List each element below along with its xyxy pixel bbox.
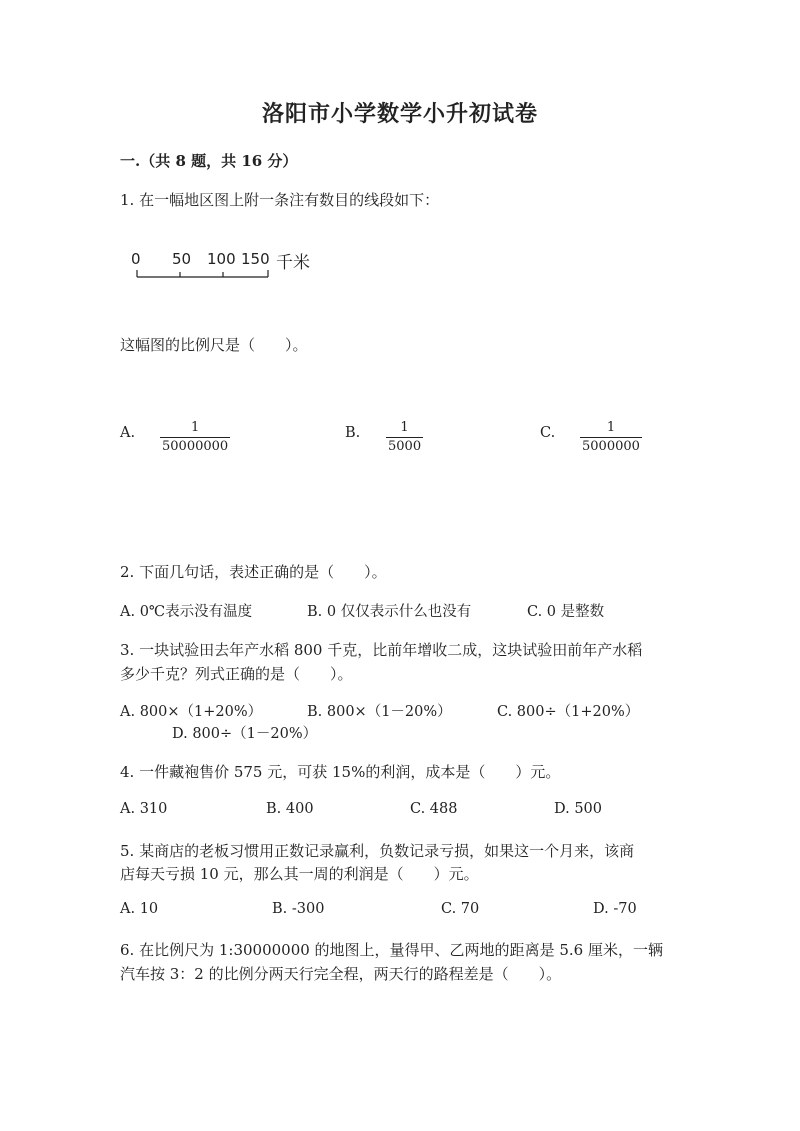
question-6-stem-line-2: 汽车按 3：2 的比例分两天行完全程，两天行的路程差是（ ）。 [120, 965, 562, 983]
scale-line [130, 268, 275, 280]
question-5-option-c: C. 70 [441, 901, 480, 917]
page-title: 洛阳市小学数学小升初试卷 [261, 101, 538, 127]
option-c-letter: C. [540, 425, 556, 441]
question-5-stem-line-2: 店每天亏损 10 元，那么其一周的利润是（ ）元。 [120, 865, 479, 883]
scale-tick-label: 0 [131, 250, 141, 268]
question-4-option-b: B. 400 [266, 801, 314, 817]
question-2-option-a: A. 0℃表示没有温度 [120, 604, 253, 620]
option-c-fraction: 1 5000000 [582, 420, 640, 454]
scale-tick-label: 150 [241, 250, 270, 268]
option-a-letter: A. [120, 425, 136, 441]
section-heading: 一.（共 8 题，共 16 分） [120, 152, 298, 170]
question-3-option-d: D. 800÷（1－20%） [172, 726, 318, 742]
question-2-stem: 2. 下面几句话，表述正确的是（ ）。 [120, 563, 387, 581]
question-3-option-b: B. 800×（1－20%） [307, 704, 452, 720]
question-6-stem-line-1: 6. 在比例尺为 1:30000000 的地图上，量得甲、乙两地的距离是 5.6 厘米，一辆 [120, 941, 663, 959]
question-4-stem: 4. 一件藏袍售价 575 元，可获 15%的利润，成本是（ ）元。 [120, 763, 561, 781]
scale-unit: 千米 [276, 253, 310, 273]
question-4-option-a: A. 310 [120, 801, 168, 817]
scale-tick-label: 100 [207, 250, 236, 268]
question-2-option-c: C. 0 是整数 [527, 604, 605, 620]
question-5-option-a: A. 10 [120, 901, 159, 917]
question-3-stem-line-1: 3. 一块试验田去年产水稻 800 千克，比前年增收二成，这块试验田前年产水稻 [120, 641, 643, 659]
question-1-prompt: 这幅图的比例尺是（ ）。 [120, 336, 308, 354]
question-5-option-b: B. -300 [272, 901, 325, 917]
question-3-stem-line-2: 多少千克？列式正确的是（ ）。 [120, 665, 353, 683]
question-2-option-b: B. 0 仅仅表示什么也没有 [307, 604, 472, 620]
question-4-option-c: C. 488 [410, 801, 458, 817]
option-b-fraction: 1 5000 [388, 420, 422, 454]
question-3-option-c: C. 800÷（1+20%） [497, 704, 640, 720]
question-4-option-d: D. 500 [554, 801, 603, 817]
question-1-stem: 1. 在一幅地区图上附一条注有数目的线段如下： [120, 191, 440, 209]
option-a-fraction: 1 50000000 [162, 420, 229, 454]
option-b-letter: B. [345, 425, 361, 441]
question-5-option-d: D. -70 [593, 901, 637, 917]
scale-tick-label: 50 [172, 250, 192, 268]
question-3-option-a: A. 800×（1+20%） [120, 704, 263, 720]
question-5-stem-line-1: 5. 某商店的老板习惯用正数记录赢利，负数记录亏损，如果这一个月来，该商 [120, 842, 635, 860]
